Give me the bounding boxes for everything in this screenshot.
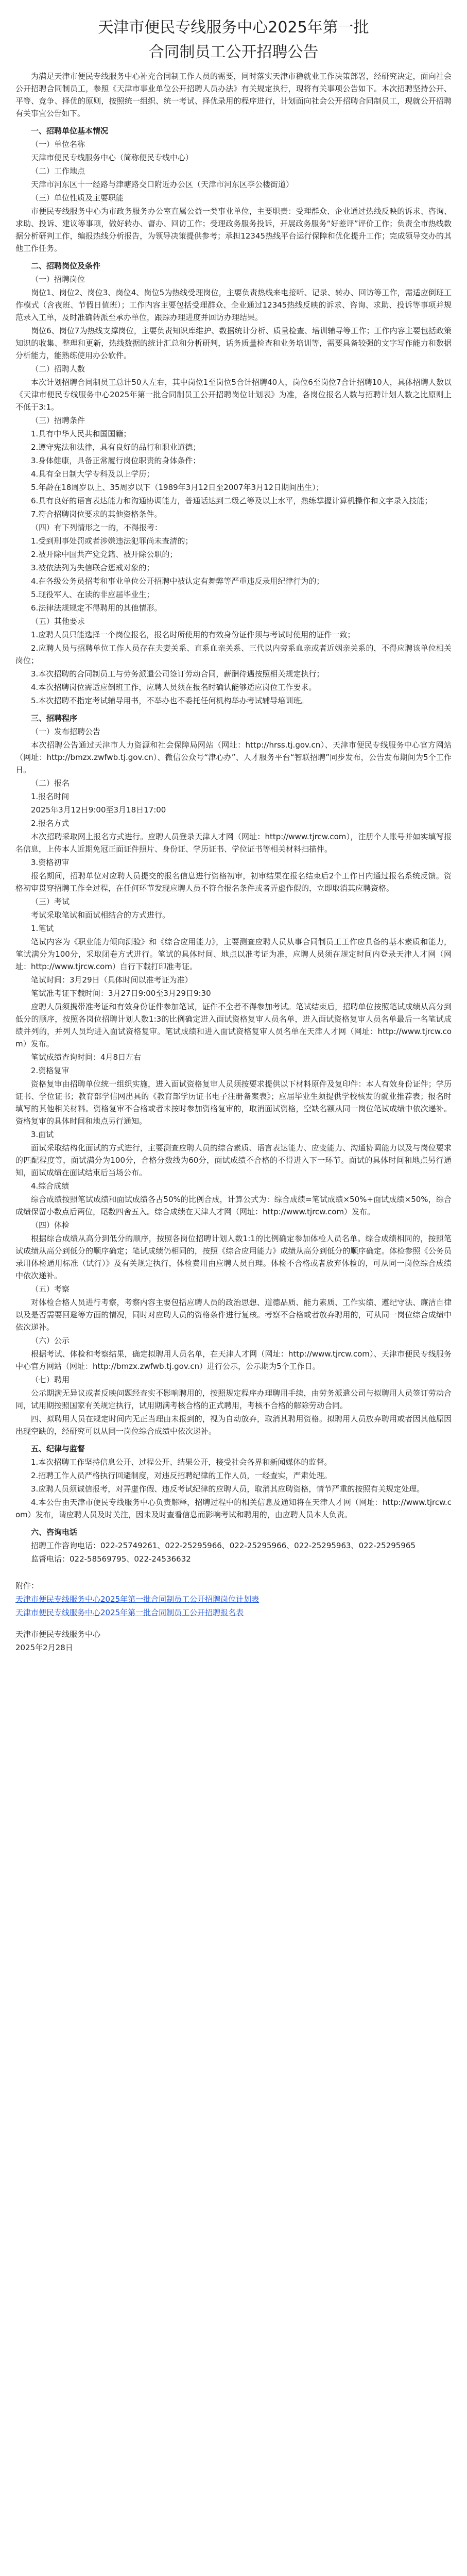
body-paragraph: 4.在各级公务员招考和事业单位公开招聘中被认定有舞弊等严重违反录用纪律行为的；	[31, 577, 324, 586]
section-heading: 三、招聘程序	[31, 714, 78, 723]
body-paragraph: 2.遵守宪法和法律，具有良好的品行和职业道德；	[31, 443, 201, 452]
body-paragraph: 4.本次招聘岗位需适应倒班工作，应聘人员须在报名时确认能够适应岗位工作要求。	[31, 683, 317, 692]
body-paragraph: （七）聘用	[31, 1375, 70, 1384]
body-paragraph: 4.具有全日制大学专科及以上学历；	[31, 469, 154, 479]
body-paragraph: （四）有下列情形之一的，不得报考：	[31, 523, 163, 532]
body-paragraph: 1.本次招聘工作坚持信息公开、过程公开、结果公开，接受社会各界和新闻媒体的监督。	[31, 1458, 332, 1467]
body-paragraph: 笔试准考证下载时间：3月27日9:00至3月29日9:30	[31, 989, 211, 998]
body-paragraph: 2.被开除中国共产党党籍、被开除公职的；	[31, 550, 178, 559]
body-paragraph: 2.招聘工作人员严格执行回避制度，对违反招聘纪律的工作人员，一经查实，严肃处理。	[31, 1471, 332, 1480]
attachment-label: 附件：	[15, 1581, 39, 1590]
body-paragraph: 本次招聘公告通过天津市人力资源和社会保障局网站（网址：http://hrss.tj.gov.cn）、天津市便民专线服务中心官方网站（网址：http://bmzx.zwfwb.tj.gov.cn）、微信公众号“津心办”、人才服务平台“智联招聘”同步发布，公告发布期间为5个工作日。	[15, 740, 452, 774]
body-paragraph: 综合成绩按照笔试成绩和面试成绩各占50%的比例合成，计算公式为：综合成绩=笔试成绩×50%+面试成绩×50%，综合成绩保留小数点后两位，尾数四舍五入。综合成绩在天津人才网（网址：http://www.tjrcw.com）发布。	[15, 1195, 452, 1216]
signature-date: 2025年2月28日	[15, 1643, 73, 1652]
body-paragraph: 公示期满无异议或者反映问题经查实不影响聘用的，按照规定程序办理聘用手续，由劳务派遣公司与拟聘用人员签订劳动合同，试用期按照国家有关规定执行，试用期满考核合格的正式聘用，考核不合格的解除劳动合同。	[15, 1388, 452, 1410]
body-paragraph: 市便民专线服务中心为市政务服务办公室直属公益一类事业单位，主要职责：受理群众、企业通过热线反映的诉求、咨询、求助、投诉、建议等事项，做好转办、督办、回访工作；受理政务服务投诉，开展政务服务“好差评”评价工作；负责全市热线数据分析研判工作，编报热线分析报告，为领导决策提供参考；承担12345热线平台运行保障和优化提升工作；完成领导交办的其他工作任务。	[15, 207, 452, 253]
body-paragraph: （一）发布招聘公告	[31, 727, 101, 736]
body-paragraph: 1.报名时间	[31, 792, 70, 801]
body-paragraph: 1.具有中华人民共和国国籍；	[31, 429, 131, 438]
section-heading: 一、招聘单位基本情况	[31, 126, 109, 135]
body-paragraph: （二）工作地点	[31, 166, 85, 176]
section-heading: 二、招聘岗位及条件	[31, 261, 101, 270]
body-paragraph: 3.被依法列为失信联合惩戒对象的；	[31, 563, 154, 572]
body-paragraph: 岗位1、岗位2、岗位3、岗位4、岗位5为热线受理岗位，主要负责热线来电接听、记录、转办、回访等工作，需适应倒班工作模式（含夜班、节假日值班）；工作内容主要包括受理群众、企业通过12345热线反映的诉求、咨询、求助、投诉等事项并规范录入工单，及时准确转派至承办单位，跟踪办理进度并回访办理结果。	[15, 288, 452, 322]
body-paragraph: （三）考试	[31, 897, 70, 906]
body-paragraph: 5.本次招聘不指定考试辅导用书，不举办也不委托任何机构举办考试辅导培训班。	[31, 696, 309, 705]
body-paragraph: （二）招聘人数	[31, 364, 85, 374]
body-paragraph: 7.符合招聘岗位要求的其他资格条件。	[31, 510, 162, 519]
body-paragraph: （五）考察	[31, 1284, 70, 1294]
body-paragraph: 5.现役军人、在读的非应届毕业生；	[31, 590, 154, 599]
attachment-link-registration-form[interactable]: 天津市便民专线服务中心2025年第一批合同制员工公开招聘报名表	[15, 1608, 244, 1617]
announcement-body	[15, 125, 452, 1565]
attachment-link-plan-table[interactable]: 天津市便民专线服务中心2025年第一批合同制员工公开招聘岗位计划表	[15, 1595, 260, 1604]
section-heading: 六、咨询电话	[31, 1528, 78, 1537]
body-paragraph: 本次计划招聘合同制员工总计50人左右，其中岗位1至岗位5合计招聘40人，岗位6至岗位7合计招聘10人，具体招聘人数以《天津市便民专线服务中心2025年第一批合同制员工公开招聘岗位计划表》为准，各岗位报名人数与招聘计划人数之比原则上不低于3:1。	[15, 378, 452, 412]
body-paragraph: （六）公示	[31, 1336, 70, 1345]
body-paragraph: 3.应聘人员须诚信报考，对弄虚作假、违反考试纪律的应聘人员，取消其应聘资格，情节严重的按照有关规定处理。	[31, 1484, 425, 1494]
body-paragraph: （一）单位名称	[31, 140, 85, 149]
signature-org: 天津市便民专线服务中心	[15, 1630, 101, 1639]
body-paragraph: 6.具有良好的语言表达能力和沟通协调能力，普通话达到二级乙等及以上水平，熟练掌握计算机操作和文字录入技能；	[31, 496, 433, 505]
body-paragraph: 1.受到刑事处罚或者涉嫌违法犯罪尚未查清的；	[31, 536, 193, 546]
intro-paragraph: 为满足天津市便民专线服务中心补充合同制工作人员的需要，同时落实天津市稳就业工作决策部署，经研究决定，面向社会公开招聘合同制员工，参照《天津市事业单位公开招聘人员办法》有关规定执行，现将有关事项公告如下。本次招聘坚持公开、平等、竞争、择优的原则，按照统一组织、统一考试、择优录用的程序进行，计划面向社会公开招聘合同制员工，现就公开招聘有关事宜公告如下。	[15, 72, 452, 118]
body-paragraph: 对体检合格人员进行考察，考察内容主要包括应聘人员的政治思想、道德品质、能力素质、工作实绩、遵纪守法、廉洁自律以及是否需要回避等方面的情况，同时对应聘人员的资格条件进行复核。考察不合格或者放弃聘用的，可从同一岗位综合成绩中依次递补。	[15, 1298, 452, 1332]
body-paragraph: 岗位6、岗位7为热线支撑岗位，主要负责知识库维护、数据统计分析、质量检查、培训辅导等工作；工作内容主要包括政策知识的收集、整理和更新，热线数据的统计汇总和分析研判，话务质量检查和业务培训等，需要具备较强的文字写作能力和数据分析能力，能熟练使用办公软件。	[15, 326, 452, 360]
body-paragraph: （三）招聘条件	[31, 416, 85, 425]
body-paragraph: 5.年龄在18周岁以上、35周岁以下（1989年3月12日至2007年3月12日期间出生）；	[31, 483, 324, 492]
body-paragraph: 根据综合成绩从高分到低分的顺序，按照各岗位招聘计划人数1:1的比例确定参加体检人员名单。综合成绩相同的，按照笔试成绩从高分到低分的顺序确定；笔试成绩仍相同的，按照《综合应用能力》成绩从高分到低分的顺序确定。体检参照《公务员录用体检通用标准（试行）》及有关规定执行，体检费用由应聘人员自理。体检不合格或者放弃体检的，可从同一岗位综合成绩中依次递补。	[15, 1234, 452, 1280]
body-paragraph: 监督电话：022-58569795、022-24536632	[31, 1554, 191, 1564]
body-paragraph: 6.法律法规规定不得聘用的其他情形。	[31, 603, 162, 613]
body-paragraph: 2025年3月12日9:00至3月18日17:00	[31, 805, 166, 815]
body-paragraph: 3.资格初审	[31, 858, 70, 867]
body-paragraph: 笔试内容为《职业能力倾向测验》和《综合应用能力》，主要测查应聘人员从事合同制员工工作应具备的基本素质和能力，笔试满分为100分，采取闭卷方式进行。笔试的具体时间、地点以准考证为准，应聘人员须在规定时间内登录天津人才网（网址：http://www.tjrcw.com）自行下载打印准考证。	[15, 937, 452, 971]
body-paragraph: 2.资格复审	[31, 1066, 70, 1075]
body-paragraph: 3.本次招聘的合同制员工与劳务派遣公司签订劳动合同，薪酬待遇按照相关规定执行；	[31, 669, 324, 679]
body-paragraph: 笔试成绩查询时间：4月8日左右	[31, 1053, 142, 1062]
body-paragraph: （一）招聘岗位	[31, 275, 85, 284]
body-paragraph: 天津市河东区十一经路与津塘路交口附近办公区（天津市河东区李公楼街道）	[31, 180, 294, 189]
body-paragraph: （二）报名	[31, 778, 70, 788]
announcement-title	[15, 15, 452, 65]
body-paragraph: 4.综合成绩	[31, 1181, 70, 1191]
signature-block	[15, 1628, 452, 1654]
body-paragraph: 四、拟聘用人员在规定时间内无正当理由未报到的，视为自动放弃，取消其聘用资格。拟聘用人员放弃聘用或者因其他原因出现空缺的，经研究可以从同一岗位综合成绩中依次递补。	[15, 1414, 452, 1436]
body-paragraph: 4.本公告由天津市便民专线服务中心负责解释，招聘过程中的相关信息及通知将在天津人才网（网址：http://www.tjrcw.com）发布，请应聘人员及时关注，因未及时查看信息而影响考试和聘用的，由应聘人员本人负责。	[15, 1498, 452, 1519]
body-paragraph: 天津市便民专线服务中心（简称便民专线中心）	[31, 153, 194, 162]
body-paragraph: 考试采取笔试和面试相结合的方式进行。	[31, 910, 170, 920]
body-paragraph: 2.应聘人员与招聘单位工作人员存在夫妻关系、直系血亲关系、三代以内旁系血亲或者近姻亲关系的，不得应聘该单位相关岗位；	[15, 643, 452, 665]
body-paragraph: 1.笔试	[31, 924, 54, 933]
title-line1: 天津市便民专线服务中心2025年第一批	[98, 19, 369, 37]
body-paragraph: 3.面试	[31, 1130, 54, 1139]
body-paragraph: 3.身体健康，具备正常履行岗位职责的身体条件；	[31, 456, 201, 465]
body-paragraph: 应聘人员须携带准考证和有效身份证件参加笔试，证件不全者不得参加考试。笔试结束后，招聘单位按照笔试成绩从高分到低分的顺序，按照各岗位招聘计划人数1:3的比例确定进入面试资格复审人员名单，进入面试资格复审人员名单最后一名笔试成绩并列的，并列人员均进入面试资格复审。笔试成绩和进入面试资格复审人员名单在天津人才网（网址：http://www.tjrcw.com）发布。	[15, 1002, 452, 1048]
body-paragraph: 2.报名方式	[31, 819, 70, 828]
body-paragraph: （四）体检	[31, 1221, 70, 1230]
body-paragraph: 根据考试、体检和考察结果，确定拟聘用人员名单，在天津人才网（网址：http://www.tjrcw.com）、天津市便民专线服务中心官方网站（网址：http://bmzx.zwfwb.tj.gov.cn）进行公示，公示期为5个工作日。	[15, 1349, 452, 1371]
body-paragraph: 本次招聘采取网上报名方式进行。应聘人员登录天津人才网（网址：http://www.tjrcw.com），注册个人账号并如实填写报名信息，上传本人近期免冠正面证件照片、身份证、学历证书、学位证书等相关材料扫描件。	[15, 832, 452, 854]
title-line2: 合同制员工公开招聘公告	[148, 43, 319, 61]
section-heading: 五、纪律与监督	[31, 1444, 85, 1453]
body-paragraph: 招聘工作咨询电话：022-25749261、022-25295966、022-25295966、022-25295963、022-25295965	[31, 1541, 416, 1550]
body-paragraph: 面试采取结构化面试的方式进行，主要测查应聘人员的综合素质、语言表达能力、应变能力、沟通协调能力以及与岗位要求的匹配程度等，面试满分为100分，合格分数线为60分，面试成绩不合格的不得进入下一环节。面试的具体时间和地点另行通知，面试成绩在面试结束后当场公布。	[15, 1143, 452, 1177]
body-paragraph: 1.应聘人员只能选择一个岗位报名，报名时所使用的有效身份证件须与考试时使用的证件一致；	[31, 630, 355, 639]
body-paragraph: 笔试时间：3月29日（具体时间以准考证为准）	[31, 975, 193, 985]
body-paragraph: （五）其他要求	[31, 617, 85, 626]
body-paragraph: （三）单位性质及主要职能	[31, 193, 124, 202]
body-paragraph: 资格复审由招聘单位统一组织实施，进入面试资格复审人员须按要求提供以下材料原件及复印件：本人有效身份证件；学历证书、学位证书；教育部学信网出具的《教育部学历证书电子注册备案表》；应届毕业生须提供学校核发的就业推荐表；报名时填写的其他相关材料。资格复审不合格或者未按时参加资格复审的，取消面试资格，空缺名额从同一岗位笔试成绩中依次递补。资格复审的具体时间和地点另行通知。	[15, 1079, 452, 1126]
body-paragraph: 报名期间，招聘单位对应聘人员提交的报名信息进行资格初审，初审结果在报名结束后2个工作日内通过报名系统反馈。资格初审贯穿招聘工作全过程，在任何环节发现应聘人员不符合报名条件或者弄虚作假的，立即取消其应聘资格。	[15, 871, 452, 893]
